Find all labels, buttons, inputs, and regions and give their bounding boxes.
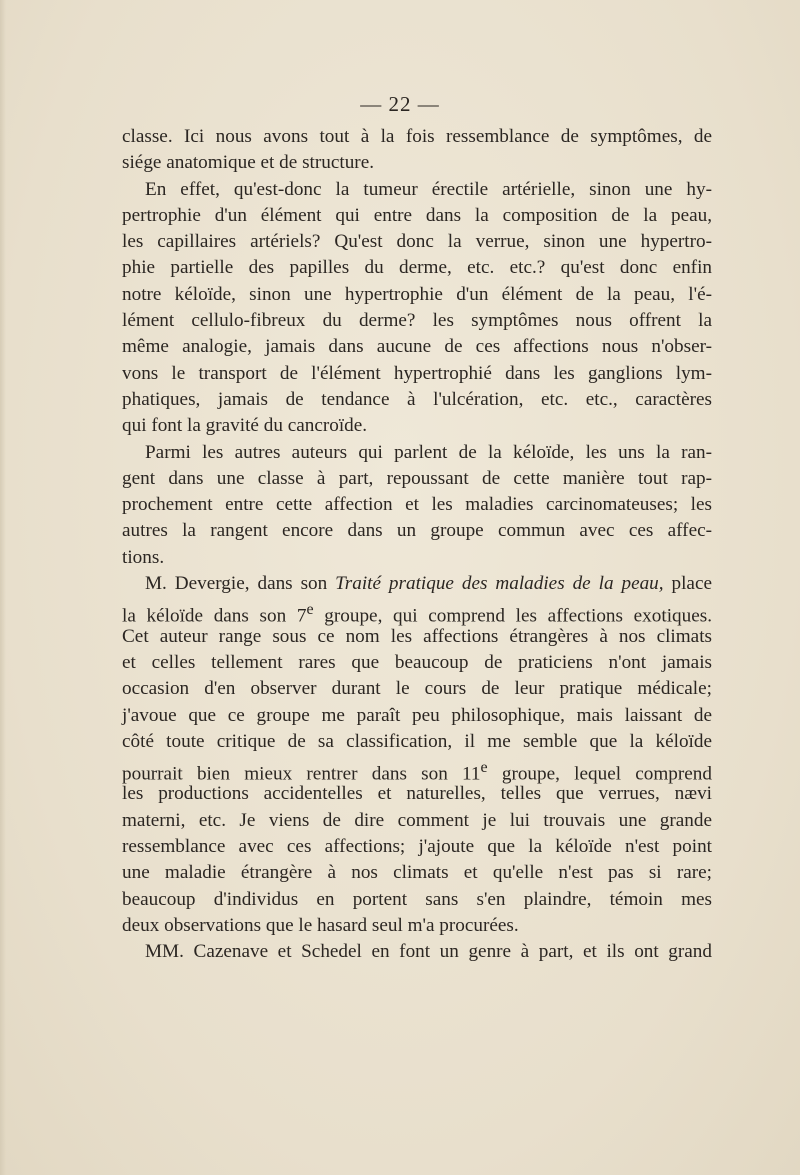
text-line: materni, etc. Je viens de dire comment je lui trouvais une grande — [122, 809, 712, 831]
ordinal-superscript: e — [480, 759, 488, 777]
text-line: classe. Ici nous avons tout à la fois ressemblance de symptômes, de — [122, 126, 712, 147]
text-line: qui font la gravité du cancroïde. — [122, 415, 368, 437]
text-line: beaucoup d'individus en portent sans s'en plaindre, témoin mes — [122, 888, 712, 910]
text-line: notre kéloïde, sinon une hypertrophie d'un élément de la peau, l'é- — [122, 283, 712, 305]
text-line: MM. Cazenave et Schedel en font un genre à part, et ils ont grand — [145, 941, 712, 963]
body-text — [122, 124, 712, 966]
text-run: pourrait bien mieux rentrer dans son 11 — [122, 763, 481, 785]
text-line: Parmi les autres auteurs qui parlent de la kéloïde, les uns la ran- — [145, 441, 712, 463]
text-line: prochement entre cette affection et les maladies carcinomateuses; les — [122, 494, 712, 516]
text-line-with-ordinal — [122, 755, 712, 785]
text-line: phatiques, jamais de tendance à l'ulcération, etc. etc., caractères — [122, 388, 712, 410]
text-run: la kéloïde dans son 7 — [122, 605, 307, 627]
text-line: En effet, qu'est-donc la tumeur érectile artérielle, sinon une hy- — [145, 178, 712, 200]
text-line: côté toute critique de sa classification, il me semble que la kéloïde — [122, 730, 712, 752]
text-line: les productions accidentelles et naturelles, telles que verrues, nævi — [122, 783, 712, 805]
text-line: occasion d'en observer durant le cours de leur pratique médicale; — [122, 678, 712, 700]
text-run: M. Devergie, dans son — [145, 573, 336, 595]
ordinal-superscript: e — [306, 601, 314, 619]
text-line-with-italic-title — [122, 571, 712, 597]
text-line: j'avoue que ce groupe me paraît peu philosophique, mais laissant de — [122, 704, 712, 726]
text-line: deux observations que le hasard seul m'a procurées. — [122, 914, 519, 936]
page-number: — 22 — — [360, 92, 440, 116]
page-edge-shadow — [0, 0, 6, 1175]
text-line: siége anatomique et de structure. — [122, 152, 375, 174]
text-line: Cet auteur range sous ce nom les affections étrangères à nos climats — [122, 625, 712, 647]
text-line-with-ordinal — [122, 597, 712, 627]
text-run: groupe, lequel comprend — [487, 763, 712, 785]
text-line: tions. — [122, 546, 165, 568]
text-line: vons le transport de l'élément hypertrophié dans les ganglions lym- — [122, 362, 712, 384]
text-line: et celles tellement rares que beaucoup de praticiens n'ont jamais — [122, 651, 712, 673]
text-line: pertrophie d'un élément qui entre dans la composition de la peau, — [122, 204, 712, 226]
text-line: gent dans une classe à part, repoussant de cette manière tout rap- — [122, 467, 712, 489]
text-line: une maladie étrangère à nos climats et qu'elle n'est pas si rare; — [122, 862, 712, 884]
text-line: ressemblance avec ces affections; j'ajoute que la kéloïde n'est point — [122, 836, 712, 858]
text-run: place — [663, 573, 712, 595]
text-line: autres la rangent encore dans un groupe commun avec ces affec- — [122, 520, 712, 542]
book-title: Traité pratique des maladies de la peau, — [335, 573, 664, 595]
text-line: même analogie, jamais dans aucune de ces affections nous n'obser- — [122, 336, 712, 358]
text-run: groupe, qui comprend les affections exotiques. — [313, 605, 712, 627]
text-line: les capillaires artériels? Qu'est donc la verrue, sinon une hypertro- — [122, 231, 712, 253]
text-line: lément cellulo-fibreux du derme? les symptômes nous offrent la — [122, 310, 712, 332]
text-line: phie partielle des papilles du derme, etc. etc.? qu'est donc enfin — [122, 257, 712, 279]
